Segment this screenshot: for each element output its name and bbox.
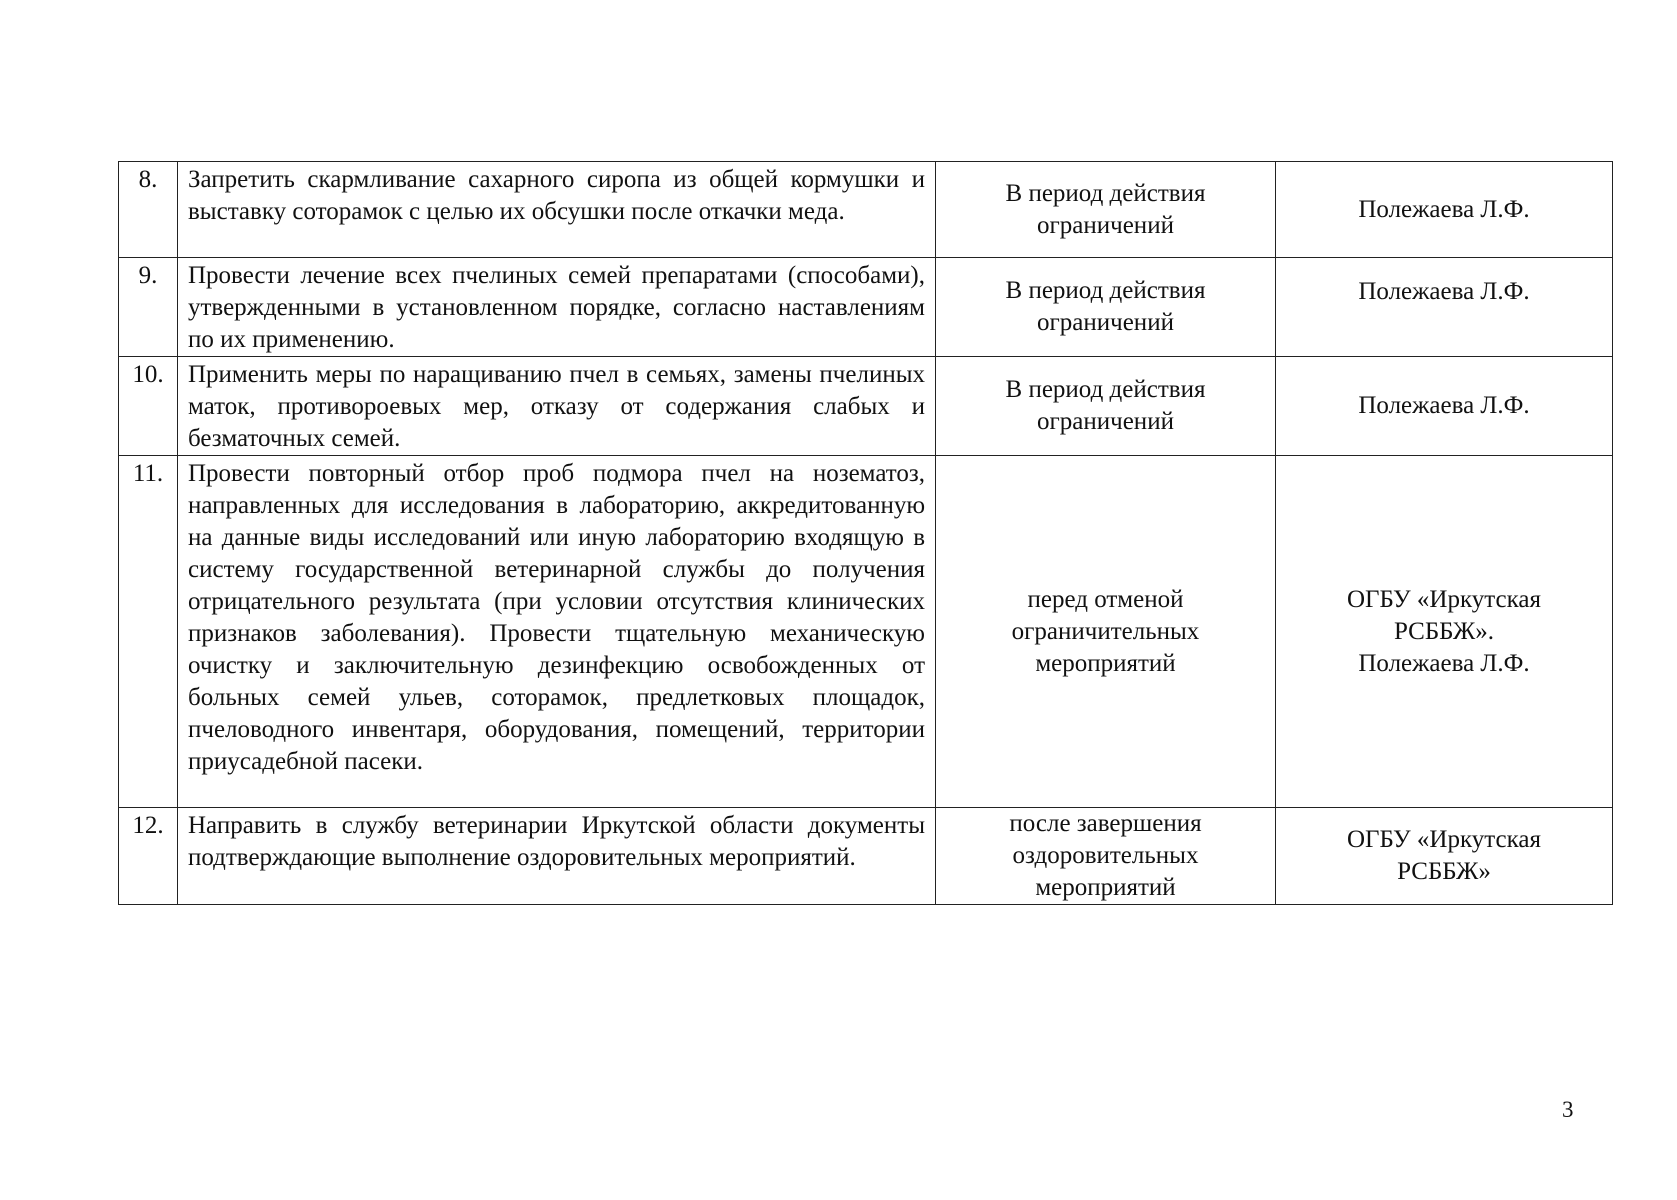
page-number: 3	[1562, 1097, 1574, 1122]
row-number: 10.	[119, 357, 178, 456]
measure-text: Провести повторный отбор проб подмора пчел на нозематоз, направленных для исследования в лабораторию, аккредитованную на данные виды исследований или иную лабораторию входящую в систему государственной ветеринарной службы до получения отрицательного результата (при условии отсутствия клинических признаков заболевания). Провести тщательную механическую очистку и заключительную дезинфекцию освобожденных от больных семей ульев, соторамок, предлетковых площадок, пчеловодного инвентаря, оборудования, помещений, территории приусадебной пасеки.	[178, 456, 936, 808]
period-text: В период действия ограничений	[1005, 179, 1206, 239]
table-row	[119, 357, 1613, 456]
responsible-cell	[1276, 162, 1613, 258]
table-row	[119, 258, 1613, 357]
table-row	[119, 456, 1613, 808]
responsible-text: ОГБУ «Иркутская РСББЖ». Полежаева Л.Ф.	[1347, 585, 1541, 677]
responsible-text: ОГБУ «Иркутская РСББЖ»	[1347, 826, 1541, 885]
period-text: В период действия ограничений	[1005, 376, 1206, 435]
period-cell	[936, 258, 1276, 357]
table-row	[119, 162, 1613, 258]
responsible-text: Полежаева Л.Ф.	[1358, 278, 1530, 305]
measure-text: Направить в службу ветеринарии Иркутской области документы подтверждающие выполнение оздоровительных мероприятий.	[178, 808, 936, 905]
responsible-cell	[1276, 808, 1613, 905]
responsible-cell	[1276, 456, 1613, 808]
period-text: после завершения оздоровительных мероприятий	[1009, 810, 1202, 901]
period-cell	[936, 456, 1276, 808]
period-cell	[936, 808, 1276, 905]
measures-table	[118, 161, 1613, 905]
measure-text: Применить меры по наращиванию пчел в семьях, замены пчелиных маток, противороевых мер, отказу от содержания слабых и безматочных семей.	[178, 357, 936, 456]
measure-text: Запретить скармливание сахарного сиропа из общей кормушки и выставку соторамок с целью их обсушки после откачки меда.	[178, 162, 936, 258]
responsible-text: Полежаева Л.Ф.	[1358, 392, 1530, 419]
measure-text: Провести лечение всех пчелиных семей препаратами (способами), утвержденными в установленном порядке, согласно наставлениям по их применению.	[178, 258, 936, 357]
period-cell	[936, 162, 1276, 258]
row-number: 8.	[119, 162, 178, 258]
responsible-cell	[1276, 258, 1613, 357]
period-cell	[936, 357, 1276, 456]
period-text: В период действия ограничений	[1005, 277, 1206, 336]
row-number: 9.	[119, 258, 178, 357]
table-row	[119, 808, 1613, 905]
row-number: 11.	[119, 456, 178, 808]
responsible-text: Полежаева Л.Ф.	[1358, 195, 1530, 223]
responsible-cell	[1276, 357, 1613, 456]
period-text: перед отменой ограничительных мероприятий	[1011, 585, 1200, 677]
row-number: 12.	[119, 808, 178, 905]
